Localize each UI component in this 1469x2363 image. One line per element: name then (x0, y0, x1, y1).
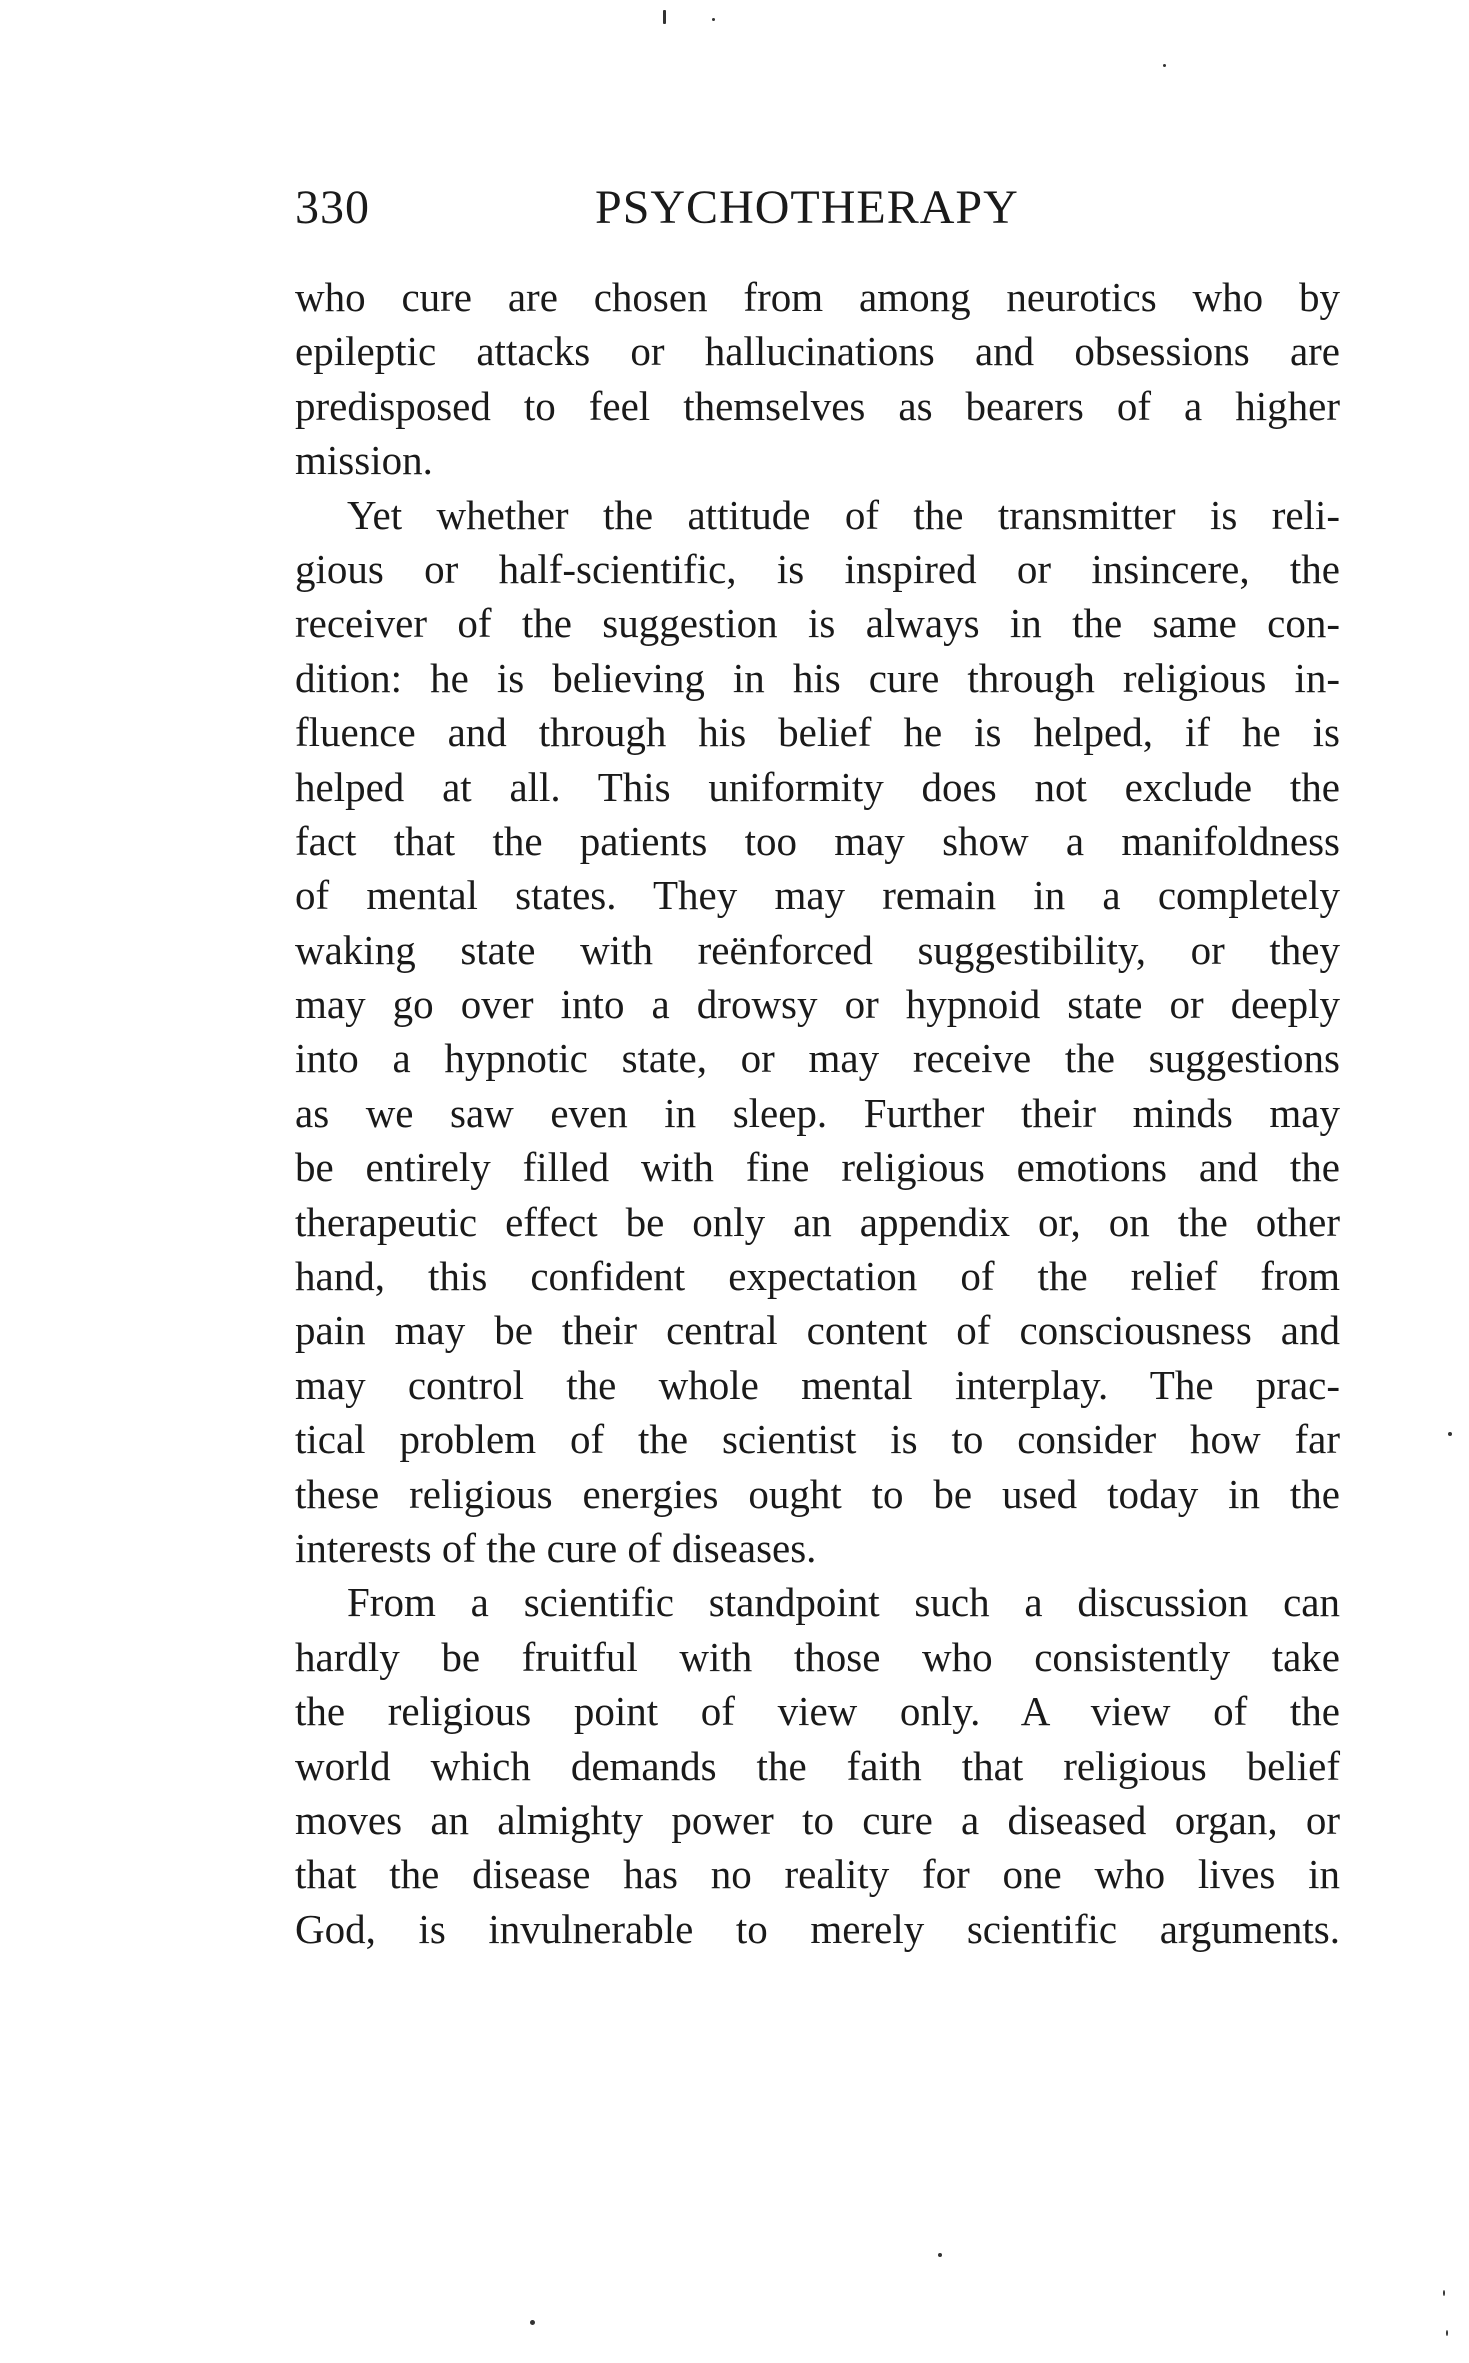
text-line: mission. (295, 437, 433, 484)
text-line: tical problem of the scientist is to consider how far (295, 1416, 1340, 1463)
text-line: into a hypnotic state, or may receive the suggestions (295, 1035, 1340, 1082)
text-line: dition: he is believing in his cure through religious in- (295, 654, 1340, 701)
paragraph-2 (295, 488, 1340, 1576)
scan-speck (1163, 64, 1166, 67)
text-line: hardly be fruitful with those who consistently take (295, 1633, 1340, 1680)
text-line: fact that the patients too may show a manifoldness (295, 817, 1340, 864)
text-line: be entirely filled with fine religious emotions and the (295, 1144, 1340, 1191)
text-line: interests of the cure of diseases. (295, 1524, 817, 1571)
text-line: that the disease has no reality for one who lives in (295, 1851, 1340, 1898)
text-line: as we saw even in sleep. Further their minds may (295, 1089, 1340, 1136)
scan-speck (530, 2320, 535, 2325)
text-line: may control the whole mental interplay. The prac- (295, 1361, 1340, 1408)
text-line: epileptic attacks or hallucinations and obsessions are (295, 328, 1340, 375)
text-line: who cure are chosen from among neurotics who by (295, 274, 1340, 320)
paragraph-3 (295, 1575, 1340, 1956)
scan-speck (938, 2253, 942, 2257)
scan-speck (1443, 2290, 1445, 2296)
page-number: 330 (295, 181, 370, 234)
text-line: receiver of the suggestion is always in the same con- (295, 600, 1340, 647)
text-line: may go over into a drowsy or hypnoid state or deeply (295, 981, 1340, 1028)
text-line: helped at all. This uniformity does not exclude the (295, 763, 1340, 810)
scan-speck (712, 18, 715, 21)
text-line: world which demands the faith that religious belief (295, 1742, 1340, 1789)
text-line: pain may be their central content of consciousness and (295, 1307, 1340, 1354)
text-line: predisposed to feel themselves as bearers of a higher (295, 382, 1340, 429)
text-line: moves an almighty power to cure a diseased organ, or (295, 1796, 1340, 1843)
running-title: PSYCHOTHERAPY (595, 181, 1019, 234)
text-line: the religious point of view only. A view of the (295, 1688, 1340, 1735)
text-line: these religious energies ought to be used today in the (295, 1470, 1340, 1517)
body-text (295, 270, 1340, 1956)
text-line: Yet whether the attitude of the transmitter is reli- (347, 491, 1340, 538)
text-line: of mental states. They may remain in a completely (295, 872, 1340, 919)
text-line: therapeutic effect be only an appendix or, on the other (295, 1198, 1340, 1245)
scan-speck (663, 10, 666, 24)
text-line: From a scientific standpoint such a discussion can (347, 1579, 1340, 1626)
text-line: fluence and through his belief he is helped, if he is (295, 709, 1340, 756)
scan-speck (1448, 1432, 1452, 1436)
paragraph-1 (295, 270, 1340, 488)
text-line: waking state with reënforced suggestibility, or they (295, 926, 1340, 973)
text-line: hand, this confident expectation of the relief from (295, 1253, 1340, 1300)
running-head (295, 180, 1340, 250)
scan-speck (1446, 2330, 1448, 2336)
text-line: God, is invulnerable to merely scientific arguments. (295, 1905, 1340, 1952)
text-line: gious or half-scientific, is inspired or insincere, the (295, 545, 1340, 592)
